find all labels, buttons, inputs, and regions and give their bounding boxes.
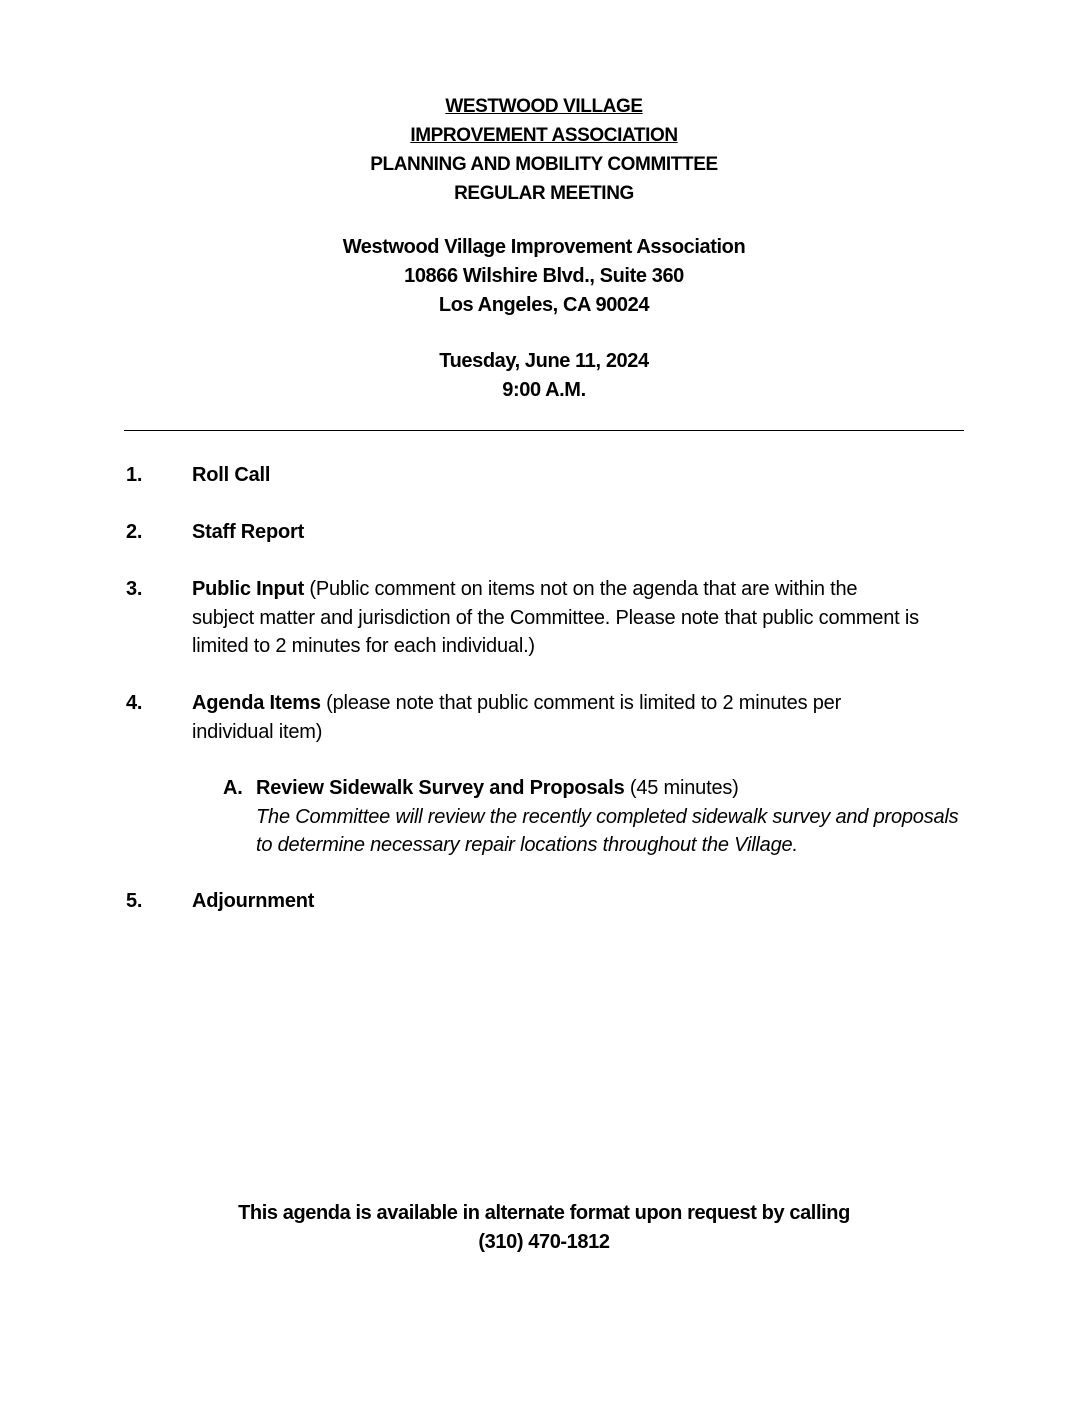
agenda-item-number: 3.	[126, 578, 143, 600]
agenda-item-number: 5.	[126, 890, 143, 912]
agenda-item-title: Adjournment	[192, 890, 315, 912]
agenda-item-description: (please note that public comment is limited to 2 minutes per individual item)	[192, 692, 842, 743]
meeting-type: REGULAR MEETING	[454, 183, 634, 204]
sub-item-duration: (45 minutes)	[624, 777, 739, 799]
location-name: Westwood Village Improvement Association	[342, 236, 746, 258]
meeting-date: Tuesday, June 11, 2024	[439, 350, 649, 372]
agenda-item-title: Agenda Items	[192, 692, 321, 714]
agenda-item-title: Staff Report	[192, 521, 305, 543]
committee-name: PLANNING AND MOBILITY COMMITTEE	[370, 154, 718, 175]
organization-name-line-1: WESTWOOD VILLAGE	[445, 96, 643, 117]
meeting-schedule	[0, 347, 1088, 405]
agenda-item-title: Roll Call	[192, 464, 271, 486]
agenda-item-number: 4.	[126, 692, 143, 714]
header-divider	[124, 430, 964, 431]
location-street: 10866 Wilshire Blvd., Suite 360	[404, 265, 684, 287]
agenda-item-title: Public Input	[192, 578, 305, 600]
agenda-item-number: 2.	[126, 521, 143, 543]
sub-item-note: The Committee will review the recently completed sidewalk survey and proposals to determine necessary repair locations throughout the Village.	[256, 805, 959, 856]
sub-item-letter: A.	[223, 777, 243, 799]
meeting-location	[0, 233, 1088, 320]
sub-item-title: Review Sidewalk Survey and Proposals	[256, 777, 625, 799]
accessibility-notice	[0, 1199, 1088, 1257]
agenda-item-description: (Public comment on items not on the agenda that are within the subject matter and jurisdiction of the Committee. Please note that public comment is limited to 2 minutes for each individual.)	[192, 578, 919, 657]
accessibility-notice-text: This agenda is available in alternate format upon request by calling	[238, 1202, 850, 1224]
location-city: Los Angeles, CA 90024	[438, 294, 650, 316]
meeting-header	[0, 92, 1088, 208]
contact-phone: (310) 470-1812	[478, 1231, 610, 1253]
meeting-time: 9:00 A.M.	[502, 379, 586, 401]
agenda-item-number: 1.	[126, 464, 143, 486]
organization-name-line-2: IMPROVEMENT ASSOCIATION	[410, 125, 678, 146]
